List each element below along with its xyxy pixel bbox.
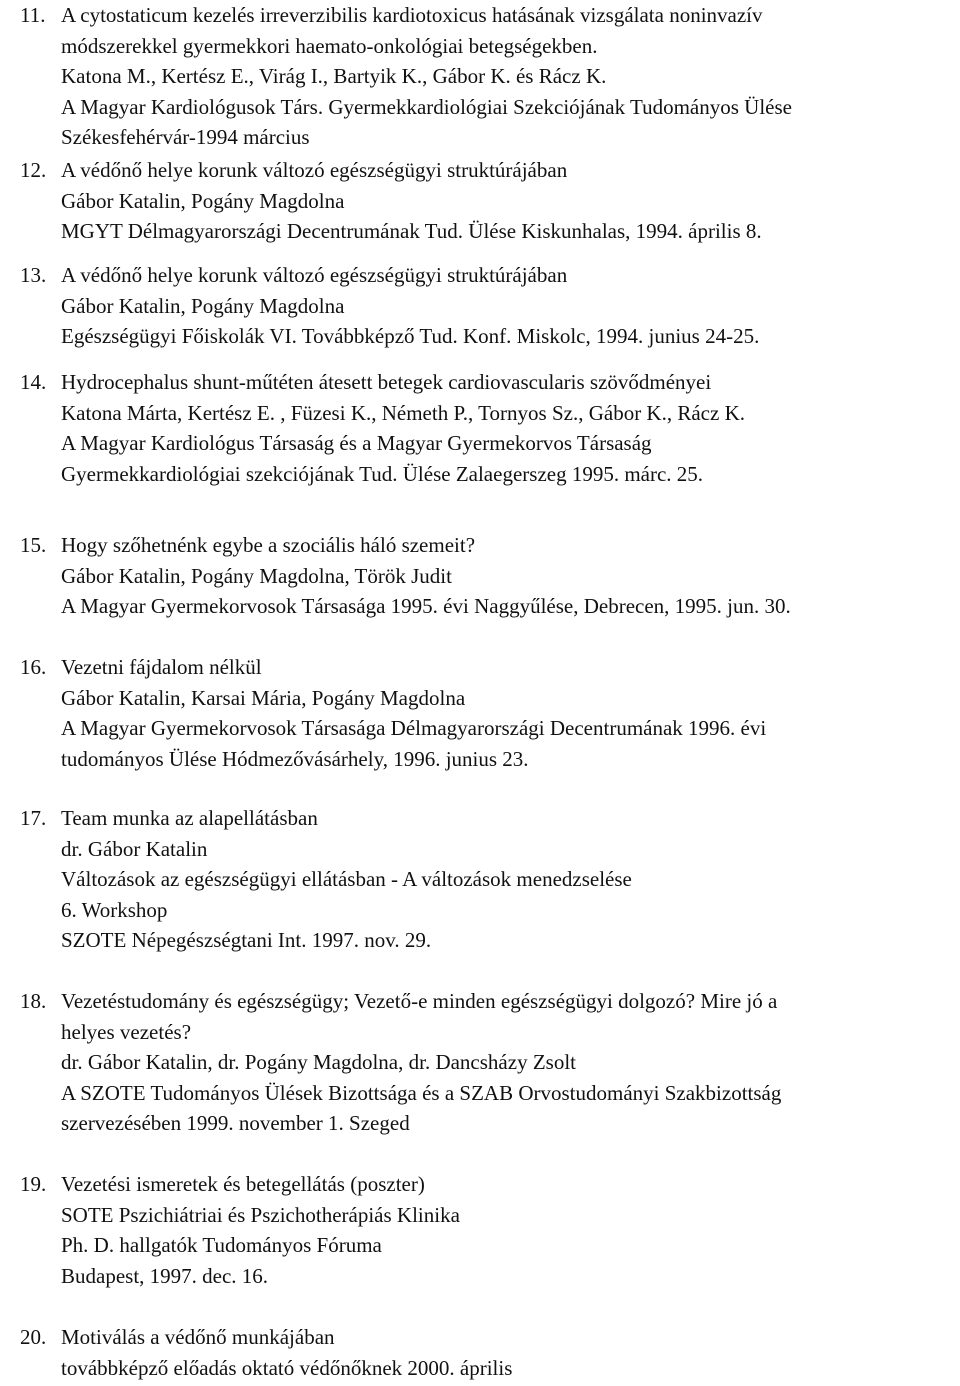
entry-number: 11. xyxy=(20,3,46,27)
entry-line: A SZOTE Tudományos Ülések Bizottsága és a SZAB Orvostudományi Szakbizottság xyxy=(61,1081,782,1105)
entry-number: 13. xyxy=(20,263,47,287)
entry-line: A Magyar Kardiológus Társaság és a Magyar Gyermekorvos Társaság xyxy=(61,431,652,455)
entry-line: Gábor Katalin, Pogány Magdolna xyxy=(61,294,345,318)
entry-line: Hydrocephalus shunt-műtéten átesett betegek cardiovascularis szövődményei xyxy=(61,370,712,394)
entry-number: 20. xyxy=(20,1325,47,1349)
entry-number: 14. xyxy=(20,370,47,394)
entry-line: Team munka az alapellátásban xyxy=(61,806,318,830)
entry-line: Katona Márta, Kertész E. , Füzesi K., Németh P., Tornyos Sz., Gábor K., Rácz K. xyxy=(61,401,745,425)
entry-line: Vezetéstudomány és egészségügy; Vezető-e minden egészségügyi dolgozó? Mire jó a xyxy=(61,989,778,1013)
entry-line: Gábor Katalin, Pogány Magdolna xyxy=(61,189,345,213)
entry-number: 17. xyxy=(20,806,47,830)
entry-line: Székesfehérvár-1994 március xyxy=(61,125,310,149)
entry-line: dr. Gábor Katalin xyxy=(61,837,208,861)
entry-line: A cytostaticum kezelés irreverzibilis kardiotoxicus hatásának vizsgálata noninvazív xyxy=(61,3,763,27)
entry-line: továbbképző előadás oktató védőnőknek 2000. április xyxy=(61,1356,513,1380)
entry-line: Motiválás a védőnő munkájában xyxy=(61,1325,335,1349)
entry-line: helyes vezetés? xyxy=(61,1020,192,1044)
entry-line: SOTE Pszichiátriai és Pszichotherápiás Klinika xyxy=(61,1203,460,1227)
entry-line: A védőnő helye korunk változó egészségügyi struktúrájában xyxy=(61,263,568,287)
entry-line: Gábor Katalin, Karsai Mária, Pogány Magdolna xyxy=(61,686,466,710)
entry-line: 6. Workshop xyxy=(61,898,168,922)
entry-line: módszerekkel gyermekkori haemato-onkológiai betegségekben. xyxy=(61,34,598,58)
entry-line: A Magyar Kardiológusok Társ. Gyermekkardiológiai Szekciójának Tudományos Ülése xyxy=(61,95,792,119)
entry-line: Budapest, 1997. dec. 16. xyxy=(61,1264,269,1288)
entry-line: Katona M., Kertész E., Virág I., Bartyik K., Gábor K. és Rácz K. xyxy=(61,64,607,88)
entry-number: 16. xyxy=(20,655,47,679)
entry-number: 19. xyxy=(20,1172,47,1196)
entry-line: A Magyar Gyermekorvosok Társasága Délmagyarországi Decentrumának 1996. évi xyxy=(61,716,767,740)
entry-line: Vezetési ismeretek és betegellátás (poszter) xyxy=(61,1172,425,1196)
entry-line: A Magyar Gyermekorvosok Társasága 1995. évi Naggyűlése, Debrecen, 1995. jun. 30. xyxy=(61,594,791,618)
entry-line: A védőnő helye korunk változó egészségügyi struktúrájában xyxy=(61,158,568,182)
entry-line: Gábor Katalin, Pogány Magdolna, Török Judit xyxy=(61,564,452,588)
entry-line: Hogy szőhetnénk egybe a szociális háló szemeit? xyxy=(61,533,476,557)
entry-line: tudományos Ülése Hódmezővásárhely, 1996. junius 23. xyxy=(61,747,529,771)
entry-line: Változások az egészségügyi ellátásban - A változások menedzselése xyxy=(61,867,632,891)
entry-line: Gyermekkardiológiai szekciójának Tud. Ülése Zalaegerszeg 1995. márc. 25. xyxy=(61,462,704,486)
entry-line: Ph. D. hallgatók Tudományos Fóruma xyxy=(61,1233,382,1257)
entry-line: dr. Gábor Katalin, dr. Pogány Magdolna, dr. Dancsházy Zsolt xyxy=(61,1050,576,1074)
entry-line: Vezetni fájdalom nélkül xyxy=(61,655,262,679)
entry-number: 15. xyxy=(20,533,47,557)
entry-line: szervezésében 1999. november 1. Szeged xyxy=(61,1111,410,1135)
entry-number: 12. xyxy=(20,158,47,182)
entry-line: Egészségügyi Főiskolák VI. Továbbképző Tud. Konf. Miskolc, 1994. junius 24-25. xyxy=(61,324,760,348)
entry-line: MGYT Délmagyarországi Decentrumának Tud. Ülése Kiskunhalas, 1994. április 8. xyxy=(61,219,762,243)
entry-number: 18. xyxy=(20,989,47,1013)
entry-line: SZOTE Népegészségtani Int. 1997. nov. 29. xyxy=(61,928,432,952)
